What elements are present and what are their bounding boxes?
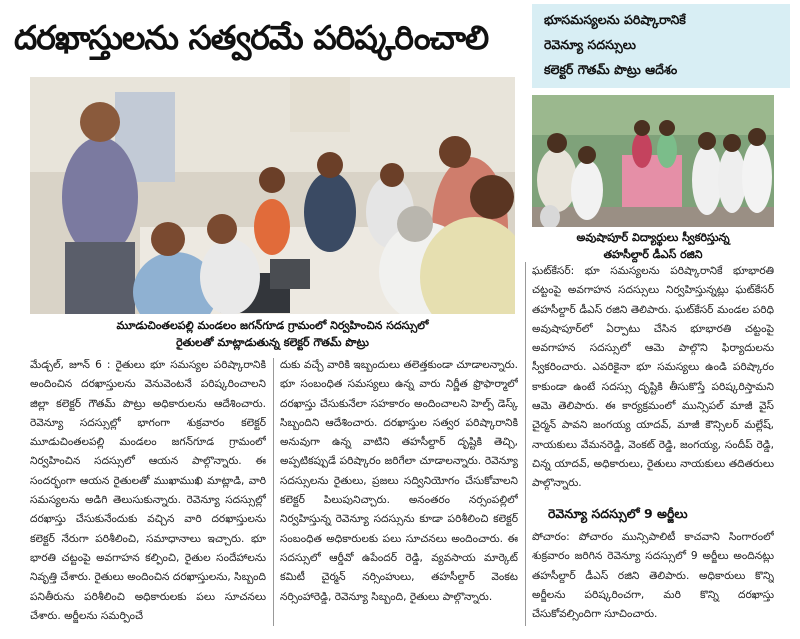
article-subheading: రెవెన్యూ సదస్సులో 9 అర్జీలు xyxy=(548,506,688,521)
article-column-2-text: దుకు వచ్చే వారికి ఇబ్బందులు తలెత్తకుండా చూడాలన్నారు. భూ సంబంధిత సమస్యలు ఉన్న వారు నిర్ణీత ఫ్రొఫార్మాలో దరఖాస్తు చేసుకునేలా సహకారం అందించాలని హెల్ప్ డెస్క్ సిబ్బందిని ఆదేశించారు. దరఖాస్తుల సత్వర పరిష్కారానికి అనువుగా ఉన్న వాటిని తహసీల్దార్ దృష్టికి తెచ్చి, అప్పటికప్పుడే పరిష్కారం జరిగేలా చూడాలన్నారు. రెవెన్యూ సదస్సులను రైతులు, ప్రజలు సద్వినియోగం చేసుకోవాలని కలెక్టర్ పిలుపునిచ్చారు. అనంతరం నర్సంపల్లిలో నిర్వహిస్తున్న రెవెన్యూ సదస్సును కూడా పరిశీలించి కలెక్టర్ సంబంధిత అధికారులకు పలు సూచనలు అందించారు. ఈ సదస్సులో ఆర్డీవో ఉపేందర్ రెడ్డి, వ్యవసాయ మార్కెట్ కమిటీ చైర్మన్ నర్సింహులు, తహసీల్దార్ వెంకట నర్సింహారెడ్డి, రెవెన్యూ సిబ్బంది, రైతులు పాల్గొన్నారు. xyxy=(280,359,518,603)
article-column-1 xyxy=(30,356,266,628)
main-photo-illustration xyxy=(30,77,515,314)
side-photo-caption xyxy=(532,229,774,263)
article-column-3-text: ఘట్‌కేసర్: భూ సమస్యలను పరిష్కారానికే భూభారతి చట్టంపై అవగాహన సదస్సులు నిర్వహిస్తున్నట్లు ఘట్‌కేసర్ తహసీల్దార్ డీఎస్ రజిని తెలిపారు. ఘట్‌కేసర్ మండల పరిధి అవుషాపూర్‌లో ఏర్పాటు చేసిన భూభారతి చట్టంపై అవగాహన సదస్సులో ఆమె పాల్గొని ఫిర్యాదులను స్వీకరించారు. ఎవరికైనా భూ సమస్యలు ఉండి పరిష్కారం కాకుండా ఉంటే సదస్సు దృష్టికి తీసుకొస్తే పరిష్కరిస్తామని ఆమె తెలిపారు. ఈ కార్యక్రమంలో మున్సిపల్ మాజీ వైస్ చైర్మన్ పావని జంగయ్య యాదవ్, మాజీ కౌన్సిలర్ మల్లేష్, నాయకులు వేమనరెడ్డి, వెంకట్ రెడ్డి, జంగయ్య, సందీప్ రెడ్డి, చిన్న యాదవ్, అధికారులు, రైతులు నాయకులు తదితరులు పాల్గొన్నారు. xyxy=(532,265,774,490)
side-photo-caption-line2: తహసీల్దార్ డీఎస్ రజిని xyxy=(603,248,703,261)
column-divider-right xyxy=(525,262,526,626)
main-photo xyxy=(30,77,515,314)
article-column-1-text: మేడ్చల్, జూన్ 6 : రైతులు భూ సమస్యల పరిష్కారానికి అందించిన దరఖాస్తులను వెనువెంటనే పరిష్కరించాలని జిల్లా కలెక్టర్ గౌతమ్ పొట్రు అధికారులను ఆదేశించారు. రెవెన్యూ సదస్సుల్లో భాగంగా శుక్రవారం కలెక్టర్ మూడుచింతలపల్లి మండలం జగన్‌గూడ గ్రామంలో నిర్వహించిన సదస్సులో ఆయన పాల్గొన్నారు. ఈ సందర్భంగా ఆయన రైతులతో ముఖాముఖి మాట్లాడి, వారి సమస్యలను అడిగి తెలుసుకున్నారు. రెవెన్యూ సదస్సుల్లో దరఖాస్తు చేసుకునేందుకు వచ్చిన వారి దరఖాస్తులను కలెక్టర్ నేరుగా పరిశీలించి, సమాధానాలు ఇచ్చారు. భూ భారతి చట్టంపై అవగాహన కల్పించి, రైతుల సందేహాలను నివృత్తి చేశారు. రైతులు అందించిన దరఖాస్తులను, సిబ్బంది పనితీరును పరిశీలించి అధికారులకు పలు సూచనలు చేశారు. అర్జీలను సమర్పించే xyxy=(30,359,266,622)
article-column-2 xyxy=(280,356,518,628)
sidebar-headline-box xyxy=(532,4,790,88)
side-photo-illustration xyxy=(532,95,774,227)
main-photo-caption-line2: రైతులతో మాట్లాడుతున్న కలెక్టర్ గౌతమ్ పొట్రు xyxy=(176,336,369,349)
side-photo-caption-line1: అవుషాపూర్ విద్యార్థులు స్వీకరిస్తున్న xyxy=(576,231,730,244)
side-photo xyxy=(532,95,774,227)
sidebar-headline-line3: కలెక్టర్ గౌతమ్ పొట్రు ఆదేశం xyxy=(544,62,678,77)
main-photo-caption-line1: మూడుచింతలపల్లి మండలం జగన్‌గూడ గ్రామంలో నిర్వహించిన సదస్సులో xyxy=(116,319,429,332)
sidebar-headline-line2: రెవెన్యూ సదస్సులు xyxy=(544,37,636,52)
headline: దరఖాస్తులను సత్వరమే పరిష్కరించాలి xyxy=(14,18,489,57)
article-column-3b-text: పోచారం: పోచారం మున్సిపాలిటీ కాచవాని సింగారంలో శుక్రవారం జరిగిన రెవెన్యూ సదస్సులో 9 అర్జీలు అందినట్లు తహసీల్దార్ డీఎస్ రజిని తెలిపారు. అధికారులు కొన్ని అర్జీలను పరిష్కరించగా, మరి కొన్ని దరఖాస్తు చేసుకోవల్సిందిగా సూచించారు. xyxy=(532,531,774,621)
sidebar-headline-line1: భూసమస్యలను పరిష్కారానికే xyxy=(544,12,686,27)
column-divider xyxy=(273,358,274,626)
main-photo-caption xyxy=(30,317,515,351)
article-column-3b xyxy=(532,528,774,628)
article-column-3 xyxy=(532,262,774,502)
